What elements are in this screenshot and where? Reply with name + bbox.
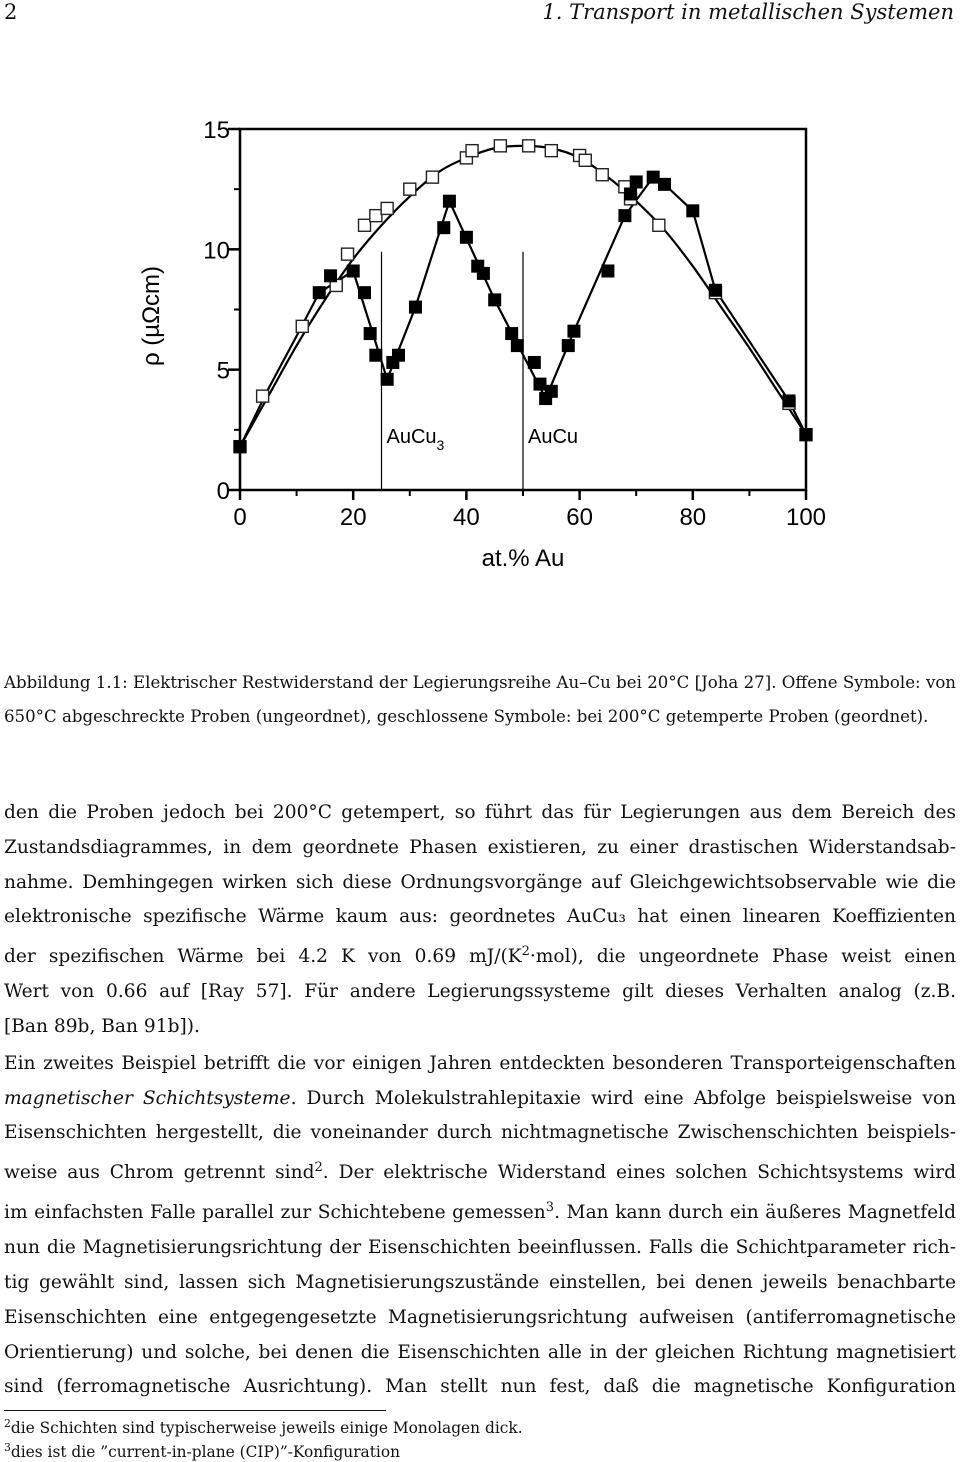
body-text [4,796,956,1405]
text-line: den die Proben jedoch bei 200°C getempert, so führt das für Legierungen aus dem Bereich des [4,802,956,823]
page-number: 2 [4,0,18,24]
filled-square-marker [392,349,405,362]
y-tick-label: 5 [216,357,230,385]
footnote-mark: 3 [4,1441,11,1455]
phase-label [528,426,578,448]
filled-square-marker [358,286,371,299]
open-square-marker [370,210,382,222]
filled-square-marker [630,175,643,188]
open-square-marker [257,390,269,402]
text-line [4,1191,956,1231]
filled-square-marker [562,339,575,352]
text-fragment: ·mol), die ungeordnete Phase weist einen [529,946,956,968]
filled-square-marker [437,221,450,234]
filled-square-marker [477,267,490,280]
paragraph-1 [4,796,956,1045]
open-square-marker [523,140,535,152]
text-line: [Ban 89b, Ban 91b]). [4,1015,200,1037]
footnote-text: die Schichten sind typischerweise jeweils einige Monolagen dick. [10,1419,523,1438]
filled-square-marker [545,385,558,398]
phase-annotations [382,252,579,490]
filled-square-marker [528,356,541,369]
open-square-marker [296,320,308,332]
running-title: 1. Transport in metallischen Systemen [542,0,954,24]
filled-square-marker [624,187,637,200]
text-line: nun die Magnetisierungsrichtung der Eisenschichten beeinflussen. Falls die Schichtparameter rich- [4,1237,956,1259]
footnote [4,1414,523,1438]
paragraph-2 [4,1047,956,1405]
open-square-marker [494,140,506,152]
text-line: Orientierung) und solche, bei denen die Eisenschichten alle in der gleichen Richtung magnetisiert [4,1341,956,1363]
open-square-marker [404,183,416,195]
caption-line: 650°C abgeschreckte Proben (ungeordnet), geschlossene Symbole: bei 200°C getemperte Proben (geordnet). [4,707,929,726]
text-fragment: . Man kann durch ein äußeres Magnetfeld [554,1202,956,1224]
footnote-divider [4,1410,386,1411]
open-square-marker [342,248,354,260]
filled-square-marker [313,286,326,299]
footnote-ref: 2 [314,1160,323,1176]
text-line: Eisenschichten hergestellt, die voneinander durch nichtmagnetische Zwischenschichten beispiels- [4,1122,956,1144]
open-square-marker [426,171,438,183]
open-square-marker [653,219,665,231]
footnotes [4,1414,523,1462]
filled-square-marker [369,349,382,362]
filled-square-marker [347,264,360,277]
phase-label-subscript: 3 [436,437,445,453]
text-line: Wert von 0.66 auf [Ray 57]. Für andere Legierungssysteme gilt dieses Verhalten analog (z.B. [4,981,956,1003]
y-tick-label: 15 [203,117,230,144]
phase-label [387,426,445,453]
filled-square-marker [601,264,614,277]
caption-line: Abbildung 1.1: Elektrischer Restwiderstand der Legierungsreihe Au–Cu bei 20°C [Joha 27]. Offene Symbole: von [4,673,956,692]
text-line: sind (ferromagnetische Ausrichtung). Man stellt nun fest, daß die magnetische Konfiguration [4,1376,956,1398]
x-tick-label: 100 [785,504,827,531]
x-tick-label: 40 [453,504,480,531]
open-square-marker [359,219,371,231]
open-square-marker [381,202,393,214]
text-line: nahme. Demhingegen wirken sich diese Ordnungsvorgänge auf Gleichgewichtsobservable wie die [4,871,956,893]
x-tick-label: 0 [233,504,247,531]
superscript: 2 [521,944,530,960]
filled-square-marker [511,339,524,352]
filled-square-marker [364,327,377,340]
y-axis-label: ρ (µΩcm) [138,265,165,367]
filled-square-marker [460,231,473,244]
filled-square-marker [658,178,671,191]
x-tick-label: 20 [339,504,367,531]
text-line: Ein zweites Beispiel betrifft die vor einigen Jahren entdeckten besonderen Transporteigenschaften [4,1052,956,1074]
text-fragment: weise aus Chrom getrennt sind [4,1162,315,1184]
y-tick-label: 0 [216,478,230,505]
filled-square-marker [409,301,422,314]
footnote-ref: 3 [545,1200,555,1216]
filled-square-marker [783,394,796,407]
open-square-marker [545,145,557,157]
emphasis: magnetischer Schichtsysteme [4,1087,291,1109]
text-line: tig gewählt sind, lassen sich Magnetisierungszustände einstellen, bei denen jeweils benachbarte [4,1271,956,1293]
footnote [4,1438,523,1462]
filled-square-marker [709,284,722,297]
open-square-marker [466,145,478,157]
filled-square-marker [647,171,660,184]
filled-square-marker [505,327,518,340]
text-line: Eisenschichten eine entgegengesetzte Magnetisierungsrichtung aufweisen (antiferromagnetische [4,1306,956,1328]
text-line: elektronische spezifische Wärme kaum aus: geordnetes AuCu₃ hat einen linearen Koeffizienten [4,906,956,928]
filled-square-marker [618,209,631,222]
text-fragment: der spezifischen Wärme bei 4.2 K von 0.69 mJ/(K [4,946,522,968]
text-fragment: im einfachsten Falle parallel zur Schichtebene gemessen [4,1202,546,1224]
y-tick-label: 10 [203,237,230,265]
text-fragment: . Der elektrische Widerstand eines solchen Schichtsystems wird [322,1162,956,1184]
filled-square-marker [567,325,580,338]
x-axis-ticks [233,490,826,531]
filled-square-marker [488,293,501,306]
phase-label-text: AuCu [528,426,579,448]
text-fragment: . Durch Molekulstrahlepitaxie wird eine Abfolge beispielsweise von [290,1087,956,1109]
filled-square-marker [381,373,394,386]
text-line [4,935,956,975]
resistivity-chart [0,100,960,580]
filled-square-marker [686,204,699,217]
footnote-text: dies ist die ”current-in-plane (CIP)”-Konfiguration [10,1443,401,1462]
open-square-marker [596,169,608,181]
filled-square-marker [234,440,247,453]
figure-caption [4,666,956,734]
text-line [4,1082,956,1117]
filled-square-marker [443,195,456,208]
footnote-mark: 2 [4,1417,11,1430]
x-tick-label: 80 [679,504,707,531]
x-tick-label: 60 [566,504,593,531]
text-line: Zustandsdiagrammes, in dem geordnete Phasen existieren, zu einer drastischen Widerstandsab- [4,836,956,858]
filled-square-marker [533,378,546,391]
filled-square-marker [324,269,337,282]
text-line [4,1151,956,1191]
filled-square-marker [800,428,813,441]
phase-label-text: AuCu [386,426,437,448]
x-axis-label: at.% Au [481,545,565,572]
open-square-marker [579,154,591,166]
